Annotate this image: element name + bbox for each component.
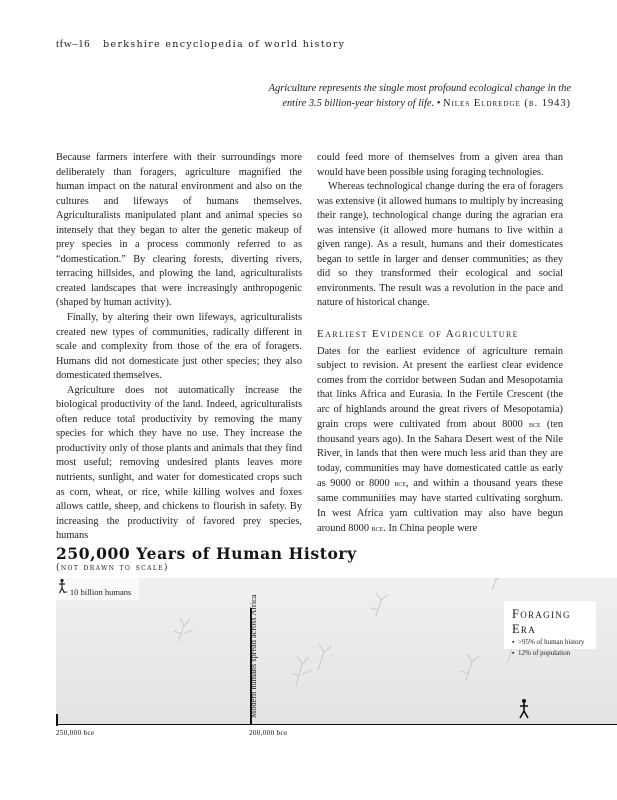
era-box [504, 601, 596, 657]
era-stat-text: 12% of population [518, 648, 571, 657]
text-run: Dates for the earliest evidence of agriculture remain subject to revision. At present the earliest clear evidence comes from the corridor between Sudan and Mesopotamia that links Africa and Eurasia. In the Fertile Crescent (the arc of highlands around the great rivers of Mesopotamia) grain crops were cultivated from about 8000 [317, 345, 563, 431]
timeline-title: 250,000 Years of Human History [56, 544, 357, 563]
epigraph [241, 81, 571, 111]
epigraph-quote-line1: Agriculture represents the single most profound ecological change in the [268, 83, 571, 94]
text-run: , and within a thousand years these same communities may have started cultivating sorghum. In west Africa yam cultivation may also have begun around 8000 [317, 478, 563, 535]
human-figure-icon [56, 578, 70, 594]
paragraph [317, 345, 563, 537]
timeline-key [56, 578, 139, 600]
left-column [56, 151, 302, 544]
text-run: (ten thousand years ago). In the Sahara Desert west of the Nile River, in lands that then were much less arid than they are today, communities may have domesticated cattle as early as 9000 or 8000 [317, 419, 563, 490]
key-label: = 10 billion humans [63, 586, 132, 597]
event-label: Modern humans spread across Africa [249, 594, 258, 718]
paragraph: Whereas technological change during the era of foragers was extensive (it allowed humans to multiply by increasing their range), technological change during the agrarian era was intensive (it allowed more humans to live within a given range). As a result, humans and their domesticates began to settle in larger and denser communities; as they did so they transformed their ecological and social environments. The result was a revolution in the pace and nature of historical change. [317, 181, 563, 309]
era-abbreviation: bce [529, 419, 541, 430]
epigraph-attribution: Niles Eldredge (b. 1943) [442, 98, 571, 109]
timeline-illustration [56, 578, 617, 724]
page-number: tfw–16 [56, 38, 91, 50]
axis-label-start: 250,000 bce [56, 729, 95, 737]
running-head [56, 38, 345, 50]
era-abbreviation: bce [394, 478, 406, 489]
era-stat: ▪ 12% of population [512, 648, 571, 657]
epigraph-quote-line2: entire 3.5 billion-year history of life. [282, 98, 435, 109]
era-abbreviation: bce [371, 523, 384, 534]
paragraph: Finally, by altering their own lifeways, agriculturalists created new types of communities, radically different in scale and complexity from those of the era of foragers. Humans did not domesticate just other species; they also domesticated themselves. [56, 312, 302, 382]
book-title: berkshire encyclopedia of world history [103, 39, 346, 50]
paragraph: could feed more of themselves from a given area than would have been possible using foraging technologies. [317, 152, 563, 178]
paragraph: Because farmers interfere with their surroundings more deliberately than foragers, agriculture magnified the human impact on the natural environment and also on the cultures and lifeways of humans themselves. Agriculturalists manipulated plant and animal species so intensely that they began to alter the genetic makeup of prey species in a process commonly referred to as “domestication.” By clearing forests, diverting rivers, terracing hillsides, and plowing the land, agriculturalists created landscapes that were increasingly anthropogenic (shaped by human activity). [56, 152, 302, 309]
paragraph: Agriculture does not automatically increase the biological productivity of the land. Indeed, agriculturalists often reduce total productivity by removing the many species for which they have no use. They increase the productivity only of those plants and animals that they find most useful; removing undesired plants leaves more nutrients, sunlight, and water for domesticated crops such as corn, wheat, or rice, while killing wolves and foxes allows cattle, sheep, and chickens to flourish in safety. By increasing the productivity of favored prey species, humans [56, 384, 302, 542]
era-stat: ▪ >95% of human history [512, 638, 585, 646]
axis-label-event: 200,000 bce [249, 729, 288, 737]
timeline-axis [56, 724, 617, 725]
right-column [317, 151, 563, 537]
era-stat-text: >95% of human history [518, 638, 585, 646]
section-heading: Earliest Evidence of Agriculture [317, 328, 519, 341]
timeline-subtitle: (not drawn to scale) [56, 563, 169, 573]
human-figure-icon [515, 698, 535, 720]
era-name: Foraging Era [512, 607, 571, 636]
text-run: . In China people were [383, 523, 478, 535]
epigraph-bullet: • [436, 98, 441, 109]
